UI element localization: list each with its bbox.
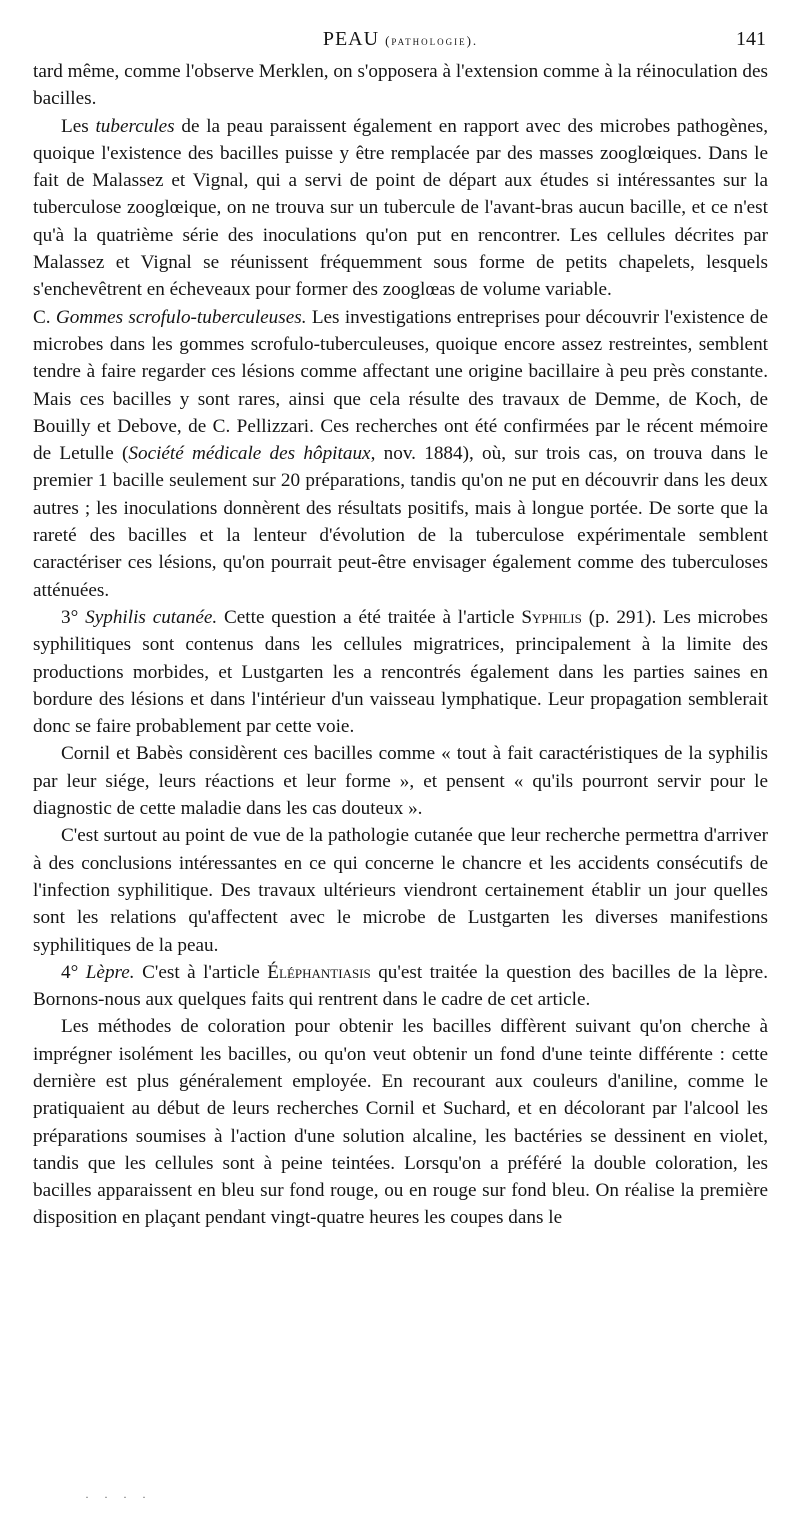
running-title-main: PEAU [322,28,380,50]
page-number: 141 [736,28,766,50]
paragraph-p3 [33,304,768,604]
paragraph-p5 [33,740,768,822]
italic-text: Syphilis cutanée. [85,606,218,628]
text-run: tard même, comme l'observe Merklen, on s'opposera à l'extension comme à la réinoculation des bacilles. [33,61,768,110]
text-run: Les investigations entreprises pour découvrir l'existence de microbes dans les gommes scrofulo-tuberculeuses, quoique encore assez restreintes, semblent tendre à faire regarder ces lésions comme affectant une origine bacillaire à peu près constante. Mais ces bacilles y sont rares, ainsi que cela résulte des travaux de Demme, de Koch, de Bouilly et Debove, de C. Pellizzari. Ces recherches ont été confirmées par le récent mémoire de Letulle ( [33,306,768,465]
bottom-specks: · · · · [85,1490,152,1504]
text-run: (p. 291). Les microbes syphilitiques sont contenus dans les cellules migratrices, principalement à la limite des productions morbides, et Lustgarten les a rencontrés également dans les parties saines en bordure des lésions et dans l'intérieur d'un vaisseau lymphatique. Leur propagation semblerait donc se faire probablement par cette voie. [33,606,768,738]
small-caps-text: Éléphantiasis [267,961,371,983]
text-run: C. [33,306,56,328]
paragraph-p2 [33,113,768,304]
text-run: , nov. 1884), où, sur trois cas, on trouva dans le premier 1 bacille seulement sur 20 préparations, tandis qu'on ne put en découvrir dans les deux autres ; les inoculations donnèrent des résultats positifs, mais à longue portée. De sorte que la rareté des bacilles et la lenteur d'évolution de la tuberculose expérimentale semblent caractériser ces lésions, qu'on pourrait peut-être envisager également comme des tuberculoses atténuées. [33,443,768,601]
text-run: 3° [61,606,86,628]
italic-text: tubercules [95,115,175,137]
text-run: Cette question a été traitée à l'article [217,606,522,628]
text-run: Les méthodes de coloration pour obtenir les bacilles diffèrent suivant qu'on cherche à imprégner isolément les bacilles, ou qu'on veut obtenir un fond d'une teinte différente : cette dernière est plus généralement employée. En recourant aux couleurs d'aniline, comme le pratiquaient au début de leurs recherches Cornil et Suchard, et en décolorant par l'alcool les préparations soumises à l'action d'une solution alcaline, les bactéries se dessinent en violet, tandis que les cellules sont à peine teintées. Lorsqu'on a préféré la double coloration, les bacilles apparaissent en bleu sur fond rouge, ou en rouge sur fond bleu. On réalise la première disposition en plaçant pendant vingt-quatre heures les coupes dans le [33,1016,768,1229]
small-caps-text: Syphilis [521,606,582,628]
text-run: Cornil et Babès considèrent ces bacilles comme « tout à fait caractéristiques de la syphilis par leur siége, leurs réactions et leur forme », et pensent « qu'ils pourront servir pour le diagnostic de cette maladie dans les cas douteux ». [33,743,768,820]
italic-text: Gommes scrofulo-tuberculeuses. [55,306,307,328]
running-header [33,28,768,56]
paragraph-p7 [33,959,768,1014]
italic-text: Société médicale des hôpitaux [128,443,371,465]
running-title-sub: (pathologie). [385,33,479,48]
paragraph-p8 [33,1013,768,1231]
running-title [33,28,768,51]
italic-text: Lèpre. [85,961,135,983]
text-run: C'est surtout au point de vue de la pathologie cutanée que leur recherche permettra d'arriver à des conclusions intéressantes en ce qui concerne le chancre et les accidents consécutifs de l'infection syphilitique. Des travaux ultérieurs viendront certainement établir un jour quelles sont les relations qu'affectent avec le microbe de Lustgarten les diverses manifestions syphilitiques de la peau. [33,825,768,956]
text-run: qu'est traitée la question des bacilles de la lèpre. Bornons-nous aux quelques faits qui rentrent dans le cadre de cet article. [33,961,768,1011]
text-run: de la peau paraissent également en rapport avec des microbes pathogènes, quoique l'existence des bacilles puisse y être remplacée par des masses zooglœiques. Dans le fait de Malassez et Vignal, qui a servi de point de départ aux études si intéressantes sur la tuberculose zooglœique, on ne trouva sur un tubercule de l'avant-bras aucun bacille, et ce n'est qu'à la quatrième série des inoculations qu'on put en rencontrer. Les cellules décrites par Malassez et Vignal se réunissent fréquemment sous forme de petits chapelets, lesquels s'enchevêtrent en écheveaux pour former des zooglœas de volume variable. [33,115,768,301]
paragraph-p6 [33,822,768,958]
text-run: C'est à l'article [134,961,268,983]
text-run: Les [61,115,96,137]
text-run: 4° [61,961,86,983]
paragraph-p4 [33,604,768,740]
paragraph-p1 [33,58,768,113]
page-body [33,58,768,1232]
